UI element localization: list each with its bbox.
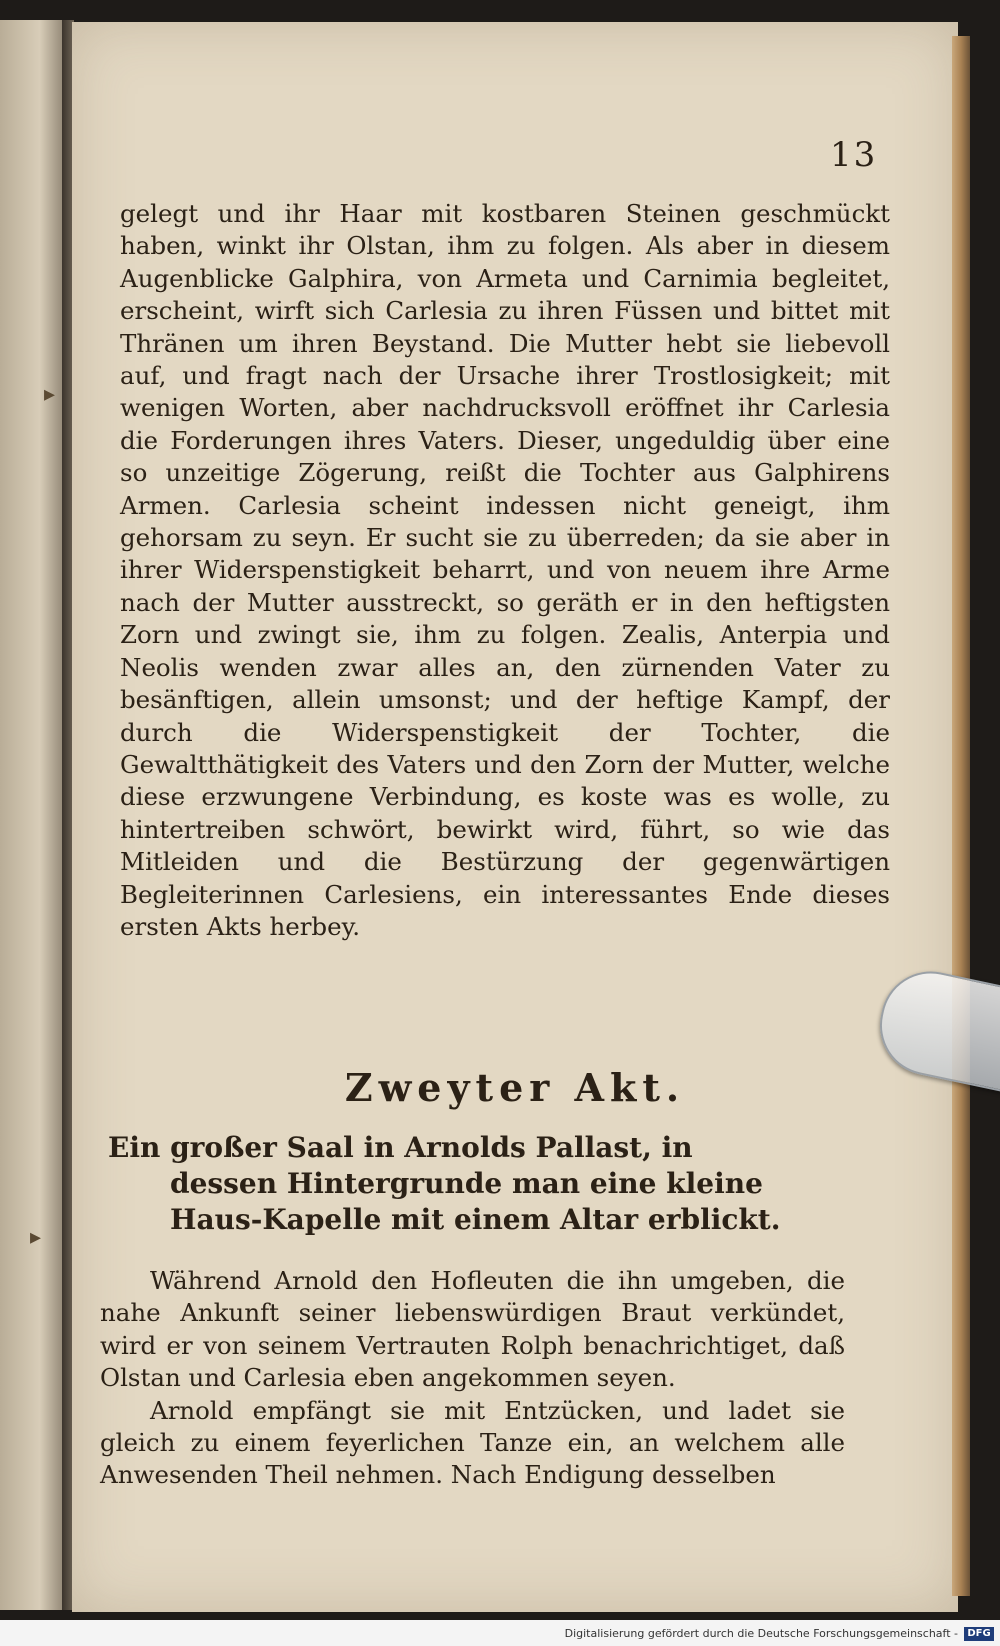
dfg-logo: DFG <box>964 1627 994 1641</box>
body-text-bottom <box>100 1265 845 1492</box>
scene-line: dessen Hintergrunde man eine kleine <box>170 1167 763 1200</box>
paragraph: Arnold empfängt sie mit Entzücken, und ladet sie gleich zu einem feyerlichen Tanze ein, an welchem alle Anwesenden Theil nehmen. Nach Endigung desselben <box>100 1395 845 1490</box>
paragraph: gelegt und ihr Haar mit kostbaren Steinen geschmückt haben, winkt ihr Olstan, ihm zu folgen. Als aber in diesem Augenblicke Galphira, von Armeta und Carnimia begleitet, erscheint, wirft sich Carlesia zu ihren Füssen und bittet mit Thränen um ihren Beystand. Die Mutter hebt sie liebevoll auf, und fragt nach der Ursache ihrer Trostlosigkeit; mit wenigen Worten, aber nachdrucksvoll eröffnet ihr Carlesia die Forderungen ihres Vaters. Dieser, ungeduldig über eine so unzeitige Zögerung, reißt die Tochter aus Galphirens Armen. Carlesia scheint indessen nicht geneigt, ihm gehorsam zu seyn. Er sucht sie zu überreden; da sie aber in ihrer Widerspenstigkeit beharrt, und von neuem ihre Arme nach der Mutter ausstreckt, so geräth er in den heftigsten Zorn und zwingt sie, ihm zu folgen. Zealis, Anterpia und Neolis wenden zwar alles an, den zürnenden Vater zu besänftigen, allein umsonst; und der heftige Kampf, der durch die Widerspenstigkeit der Tochter, die Gewaltthätigkeit des Vaters und den Zorn der Mutter, welche diese erzwungene Verbindung, es koste was es wolle, zu hintertreiben schwört, bewirkt wird, führt, so wie das Mitleiden und die Bestürzung der gegenwärtigen Begleiterinnen Carlesiens, ein interessantes Ende dieses ersten Akts herbey. <box>120 199 890 941</box>
left-page-edge <box>0 20 66 1610</box>
margin-mark: ▸ <box>30 1225 42 1250</box>
margin-mark: ▸ <box>44 382 56 407</box>
footer-credit: Digitalisierung gefördert durch die Deutsche Forschungsgemeinschaft - <box>564 1627 958 1640</box>
body-text-top <box>120 198 890 943</box>
scene-description <box>108 1130 848 1238</box>
scene-line: Ein großer Saal in Arnolds Pallast, in <box>108 1131 693 1164</box>
act-heading: Zweyter Akt. <box>344 1065 686 1110</box>
page-number: 13 <box>830 135 878 175</box>
paragraph: Während Arnold den Hofleuten die ihn umgeben, die nahe Ankunft seiner liebenswürdigen Braut verkündet, wird er von seinem Vertrauten Rolph benachrichtiget, daß Olstan und Carlesia eben angekommen seyen. <box>100 1266 845 1393</box>
page-edge <box>952 36 970 1596</box>
scene-line: Haus-Kapelle mit einem Altar erblickt. <box>170 1203 781 1236</box>
